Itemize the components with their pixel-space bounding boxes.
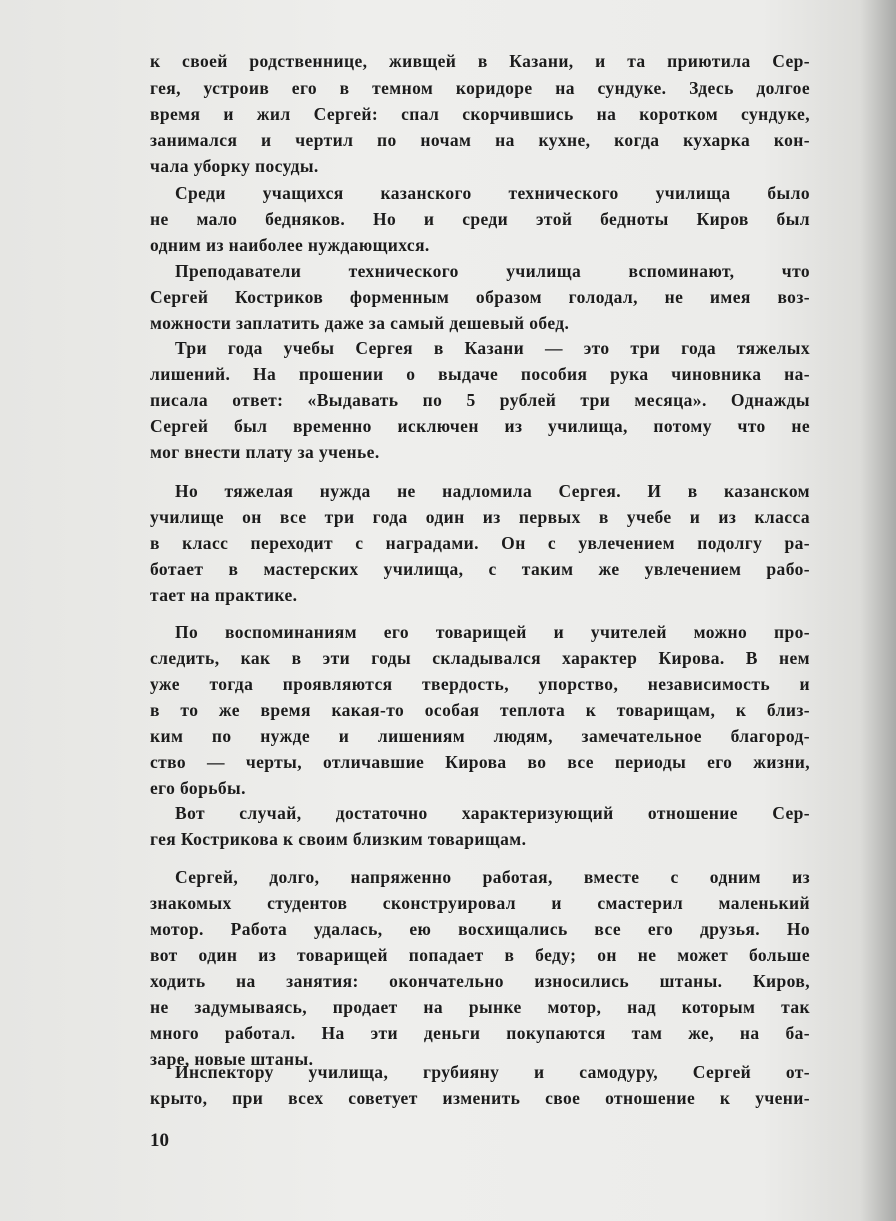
text-line: заре, новые штаны. <box>150 1049 314 1069</box>
paragraph-first-line: Инспектору училища, грубияну и самодуру, Сергей от- <box>175 1062 810 1082</box>
text-line: ходить на занятия: окончательно износились штаны. Киров, <box>150 971 810 991</box>
text-line: мотор. Работа удалась, ею восхищались все его друзья. Но <box>150 919 810 939</box>
text-line: чала уборку посуды. <box>150 156 319 176</box>
paragraph-first-line: Среди учащихся казанского технического училища было <box>175 183 810 203</box>
paragraph-first-line: Три года учебы Сергея в Казани — это три года тяжелых <box>175 338 810 358</box>
page-number: 10 <box>150 1130 169 1151</box>
text-line: можности заплатить даже за самый дешевый обед. <box>150 313 570 333</box>
paragraph-first-line: Преподаватели технического училища вспоминают, что <box>175 261 810 281</box>
text-line: время и жил Сергей: спал скорчившись на коротком сундуке, <box>150 104 810 124</box>
text-line: много работал. На эти деньги покупаются там же, на ба- <box>150 1023 810 1043</box>
text-line: мог внести плату за ученье. <box>150 442 380 462</box>
text-line: гея Кострикова к своим близким товарищам. <box>150 829 527 849</box>
text-line: гея, устроив его в темном коридоре на сундуке. Здесь долгое <box>150 78 810 98</box>
text-line: Сергей Костриков форменным образом голодал, не имея воз- <box>150 287 810 307</box>
text-line: уже тогда проявляются твердость, упорство, независимость и <box>150 674 810 694</box>
paragraph-first-line: Вот случай, достаточно характеризующий отношение Сер- <box>175 803 810 823</box>
text-line: не мало бедняков. Но и среди этой бедноты Киров был <box>150 209 810 229</box>
text-line: Сергей был временно исключен из училища, потому что не <box>150 416 810 436</box>
text-line: училище он все три года один из первых в учебе и из класса <box>150 507 810 527</box>
text-line: вот один из товарищей попадает в беду; он не может больше <box>150 945 810 965</box>
text-line: в класс переходит с наградами. Он с увлечением подолгу ра- <box>150 533 810 553</box>
text-line: к своей родственнице, живщей в Казани, и та приютила Сер- <box>150 51 810 71</box>
paragraph-first-line: По воспоминаниям его товарищей и учителей можно про- <box>175 622 810 642</box>
text-line: крыто, при всех советует изменить свое отношение к учени- <box>150 1088 810 1108</box>
text-line: ботает в мастерских училища, с таким же увлечением рабо- <box>150 559 810 579</box>
text-line: его борьбы. <box>150 778 246 798</box>
text-line: одним из наиболее нуждающихся. <box>150 235 430 255</box>
text-line: знакомых студентов сконструировал и смастерил маленький <box>150 893 810 913</box>
text-line: следить, как в эти годы складывался характер Кирова. В нем <box>150 648 810 668</box>
paragraph-first-line: Но тяжелая нужда не надломила Сергея. И в казанском <box>175 481 810 501</box>
text-line: ким по нужде и лишениям людям, замечательное благород- <box>150 726 810 746</box>
text-line: лишений. На прошении о выдаче пособия рука чиновника на- <box>150 364 810 384</box>
text-line: ство — черты, отличавшие Кирова во все периоды его жизни, <box>150 752 810 772</box>
text-line: писала ответ: «Выдавать по 5 рублей три месяца». Однажды <box>150 390 810 410</box>
text-line: в то же время какая-то особая теплота к товарищам, к близ- <box>150 700 810 720</box>
paragraph-first-line: Сергей, долго, напряженно работая, вместе с одним из <box>175 867 810 887</box>
text-line: тает на практике. <box>150 585 298 605</box>
text-line: не задумываясь, продает на рынке мотор, над которым так <box>150 997 810 1017</box>
text-line: занимался и чертил по ночам на кухне, когда кухарка кон- <box>150 130 810 150</box>
